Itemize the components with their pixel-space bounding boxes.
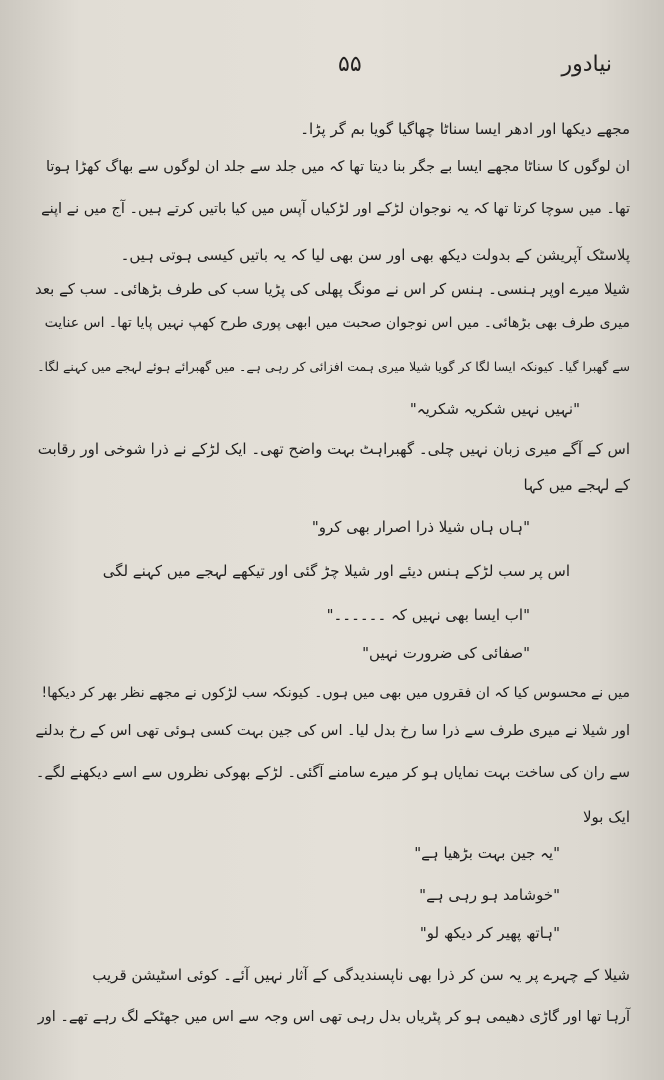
text-line: "اب ایسا بھی نہیں کہ ۔۔۔۔۔۔" [326,606,530,624]
text-line: "صفائی کی ضرورت نہیں" [362,644,530,662]
text-line: میری طرف بھی بڑھائی۔ میں اس نوجوان صحبت میں ابھی پوری طرح کھپ نہیں پایا تھا۔ اس عنایت [44,315,630,331]
text-line: "نہیں نہیں شکریہ شکریہ" [409,400,580,418]
text-line: میں نے محسوس کیا کہ ان فقروں میں بھی میں ہوں۔ کیونکہ سب لڑکوں نے مجھے نظر بھر کر دیکھا! [41,685,630,701]
text-line: شیلا کے چہرے پر یہ سن کر ذرا بھی ناپسندیدگی کے آثار نہیں آئے۔ کوئی اسٹیشن قریب [92,966,630,984]
text-line: پلاسٹک آپریشن کے بدولت دیکھ بھی اور سن بھی لیا کہ یہ باتیں کیسی ہوتی ہیں۔ [120,246,630,264]
text-line: "ہاں ہاں شیلا ذرا اصرار بھی کرو" [311,518,530,536]
text-line: اس پر سب لڑکے ہنس دیئے اور شیلا چڑ گئی اور تیکھے لہجے میں کہنے لگی [102,562,570,580]
text-line: سے گھبرا گیا۔ کیونکہ ایسا لگا کر گویا شیلا میری ہمت افزائی کر رہی ہے۔ میں گھبرائے ہوئے لہجے میں کہنے لگا۔ [37,359,630,374]
text-line: شیلا میرے اوپر ہنسی۔ ہنس کر اس نے مونگ پھلی کی پڑیا سب کی طرف بڑھائی۔ سب کے بعد [34,280,630,298]
page-number: ۵۵ [338,52,362,77]
text-line: آرہا تھا اور گاڑی دھیمی ہو کر پٹریاں بدل رہی تھی اس وجہ سے اس میں جھٹکے لگ رہے تھے۔ اور [37,1009,630,1025]
running-title: نیادور [561,52,612,77]
text-line: "خوشامد ہو رہی ہے" [419,886,560,904]
text-line: اور شیلا نے میری طرف سے ذرا سا رخ بدل لیا۔ اس کی جین بہت کسی ہوئی تھی اس کے رخ بدلنے [35,723,630,739]
text-line: مجھے دیکھا اور ادھر ایسا سناٹا چھاگیا گویا بم گر پڑا۔ [300,120,630,138]
text-line: سے ران کی ساخت بہت نمایاں ہو کر میرے سامنے آگئی۔ لڑکے بھوکی نظروں سے اسے دیکھنے لگے۔ [35,765,630,781]
text-line: "یہ جین بہت بڑھیا ہے" [414,844,560,862]
text-line: ان لوگوں کا سناٹا مجھے ایسا بے جگر بنا دیتا تھا کہ میں جلد سے جلد ان لوگوں سے بھاگ کھڑا ہوتا [45,159,630,175]
text-line: ایک بولا [582,808,630,826]
text-line: کے لہجے میں کہا [523,476,630,494]
page-header [0,52,664,88]
text-line: اس کے آگے میری زبان نہیں چلی۔ گھبراہٹ بہت واضح تھی۔ ایک لڑکے نے ذرا شوخی اور رقابت [37,440,630,458]
text-line: "ہاتھ پھیر کر دیکھ لو" [419,924,560,942]
text-line: تھا۔ میں سوچا کرتا تھا کہ یہ نوجوان لڑکے اور لڑکیاں آپس میں کیا باتیں کرتے ہیں۔ آج میں نے اپنے [41,201,630,217]
